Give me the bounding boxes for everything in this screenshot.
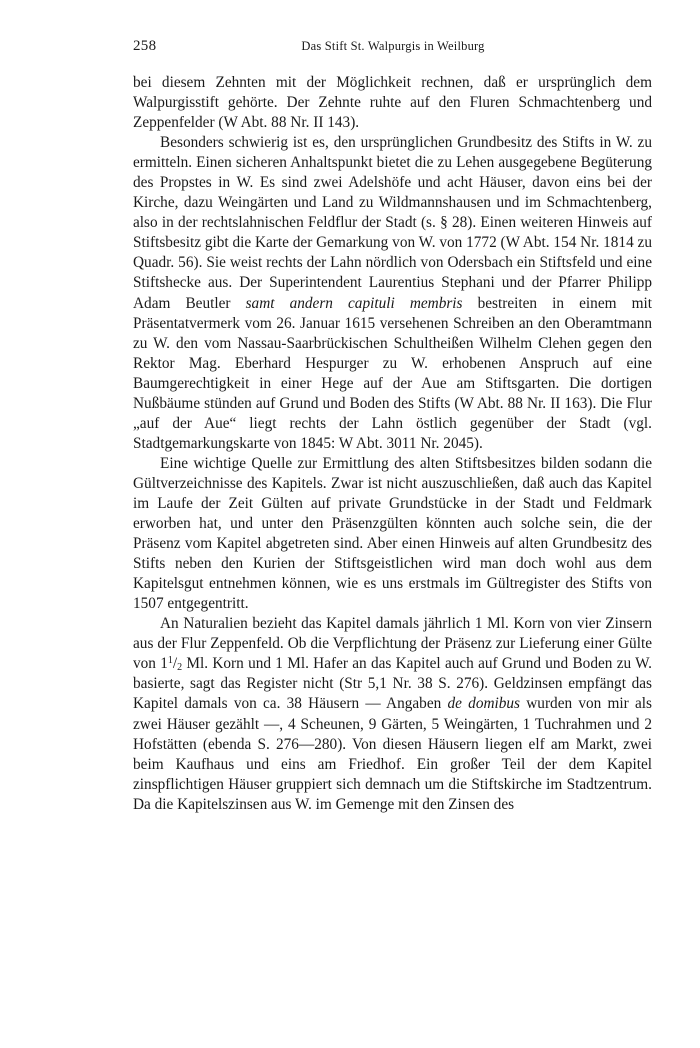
body-text [133,73,652,815]
paragraph-grundbesitz [133,133,652,454]
paragraph-continued [133,73,652,133]
paragraph-text: wurden von mir als zwei Häuser gezählt —, 4 Scheunen, 9 Gärten, 5 Weingärten, 1 Tuchrahmen und 2 Hofstätten (ebenda S. 276—280). Von diesen Häusern liegen elf am Markt, zwei beim Kaufhaus und eins am Friedhof. Ein großer Teil der dem Kapitel zinspflichtigen Häuser gruppiert sich demnach um die Stiftskirche im Stadtzentrum. Da die Kapitelszinsen aus W. im Gemenge mit den Zinsen des [133,695,652,813]
paragraph-text: bestreiten in einem mit Präsentatvermerk vom 26. Januar 1615 versehenen Schreiben an den Oberamtmann zu W. den vom Nassau-Saarbrückischen Schultheißen Wilhelm Clehen gegen den Rektor Mag. Eberhard Hespurger zu W. erhobenen Anspruch auf eine Baumgerechtigkeit in einer Hege auf der Aue am Stiftsgarten. Die dortigen Nußbäume stünden auf Grund und Boden des Stifts (W Abt. 88 Nr. II 163). Die Flur „auf der Aue“ liegt rechts der Lahn östlich gegenüber der Stadt (vgl. Stadtgemarkungskarte von 1845: W Abt. 3011 Nr. 2045). [133,294,653,452]
paragraph-text: An Naturalien bezieht das Kapitel damals jährlich 1 Ml. Korn von vier Zinsern aus der Flur Zeppenfeld. Ob die Verpflichtung der Präsenz zur Lieferung einer Gülte von 1 [133,615,652,673]
running-title: Das Stift St. Walpurgis in Weilburg [301,39,485,53]
latin-phrase: de domibus [447,695,521,713]
paragraph-text: bei diesem Zehnten mit der Möglichkeit rechnen, daß er ursprünglich dem Walpurgisstift gehörte. Der Zehnte ruhte auf den Fluren Schmachtenberg und Zeppenfelder (W Abt. 88 Nr. II 143). [133,74,652,132]
fraction-numerator: 1 [167,655,173,667]
page-number: 258 [133,38,157,54]
latin-phrase: samt andern capituli membris [245,294,463,312]
paragraph-gueltverzeichnisse [133,454,652,614]
paragraph-text: Besonders schwierig ist es, den ursprünglichen Grundbesitz des Stifts in W. zu ermitteln. Einen sicheren Anhaltspunkt bietet die zu Lehen ausgegebene Begüterung des Propstes in W. Es sind zwei Adelshöfe und acht Häuser, davon eins bei der Kirche, dazu Weingärten und Land zu Wildmannshausen und im Schmachtenberg, also in der rechtslahnischen Feldflur der Stadt (s. § 28). Einen weiteren Hinweis auf Stiftsbesitz gibt die Karte der Gemarkung von W. von 1772 (W Abt. 154 Nr. 1814 zu Quadr. 56). Sie weist rechts der Lahn nördlich von Odersbach ein Stiftsfeld und eine Stiftshecke aus. Der Superintendent Laurentius Stephani und der Pfarrer Philipp Adam Beutler [133,134,652,312]
paragraph-naturalien: An Naturalien bezieht das Kapitel damals jährlich 1 Ml. Korn von vier Zinsern aus der Flur Zeppenfeld. Ob die Verpflichtung der Präsenz zur Lieferung einer Gülte von $1^1/_2$ Ml. Korn und 1 Ml. Hafer an das Kapitel auch auf Grund und Boden zu W. basierte, sagt das Register nicht (Str 5,1 Nr. 38 S. 276). Geldzinsen empfängt das Kapitel damals von ca. 38 Häusern — Angaben de domibus wurden von mir als zwei Häuser gezählt —, 4 Scheunen, 9 Gärten, 5 Weingärten, 1 Tuchrahmen und 2 Hofstätten (ebenda S. 276—280). Von diesen Häusern liegen elf am Markt, zwei beim Kaufhaus und eins am Friedhof. Ein großer Teil der dem Kapitel zinspflichtigen Häuser gruppiert sich demnach um die Stiftskirche im Stadtzentrum. Da die Kapitelszinsen aus W. im Gemenge mit den Zinsen des [133,615,652,813]
paragraph-text: Eine wichtige Quelle zur Ermittlung des alten Stiftsbesitzes bilden sodann die Gültverzeichnisse des Kapitels. Zwar ist nicht auszuschließen, daß auch das Kapitel im Laufe der Zeit Gülten auf private Grundstücke in der Stadt und Feldmark erworben hat, und unter den Präsenzgülten könnten auch solche sein, die der Präsenz vom Kapitel abgetreten sind. Aber einen Hinweis auf alten Grundbesitz des Stifts neben den Kurien der Stiftsgeistlichen wird man doch wohl aus dem Kapitelsgut entnehmen können, wie es uns erstmals im Gültregister des Stifts von 1507 entgegentritt. [133,454,652,613]
paragraph-text: Ml. Korn und 1 Ml. Hafer an das Kapitel auch auf Grund und Boden zu W. basierte, sagt das Register nicht (Str 5,1 Nr. 38 S. 276). Geldzinsen empfängt das Kapitel damals von ca. 38 Häusern — Angaben [133,655,652,713]
fraction-denominator: 2 [177,662,183,674]
running-head [133,38,653,58]
